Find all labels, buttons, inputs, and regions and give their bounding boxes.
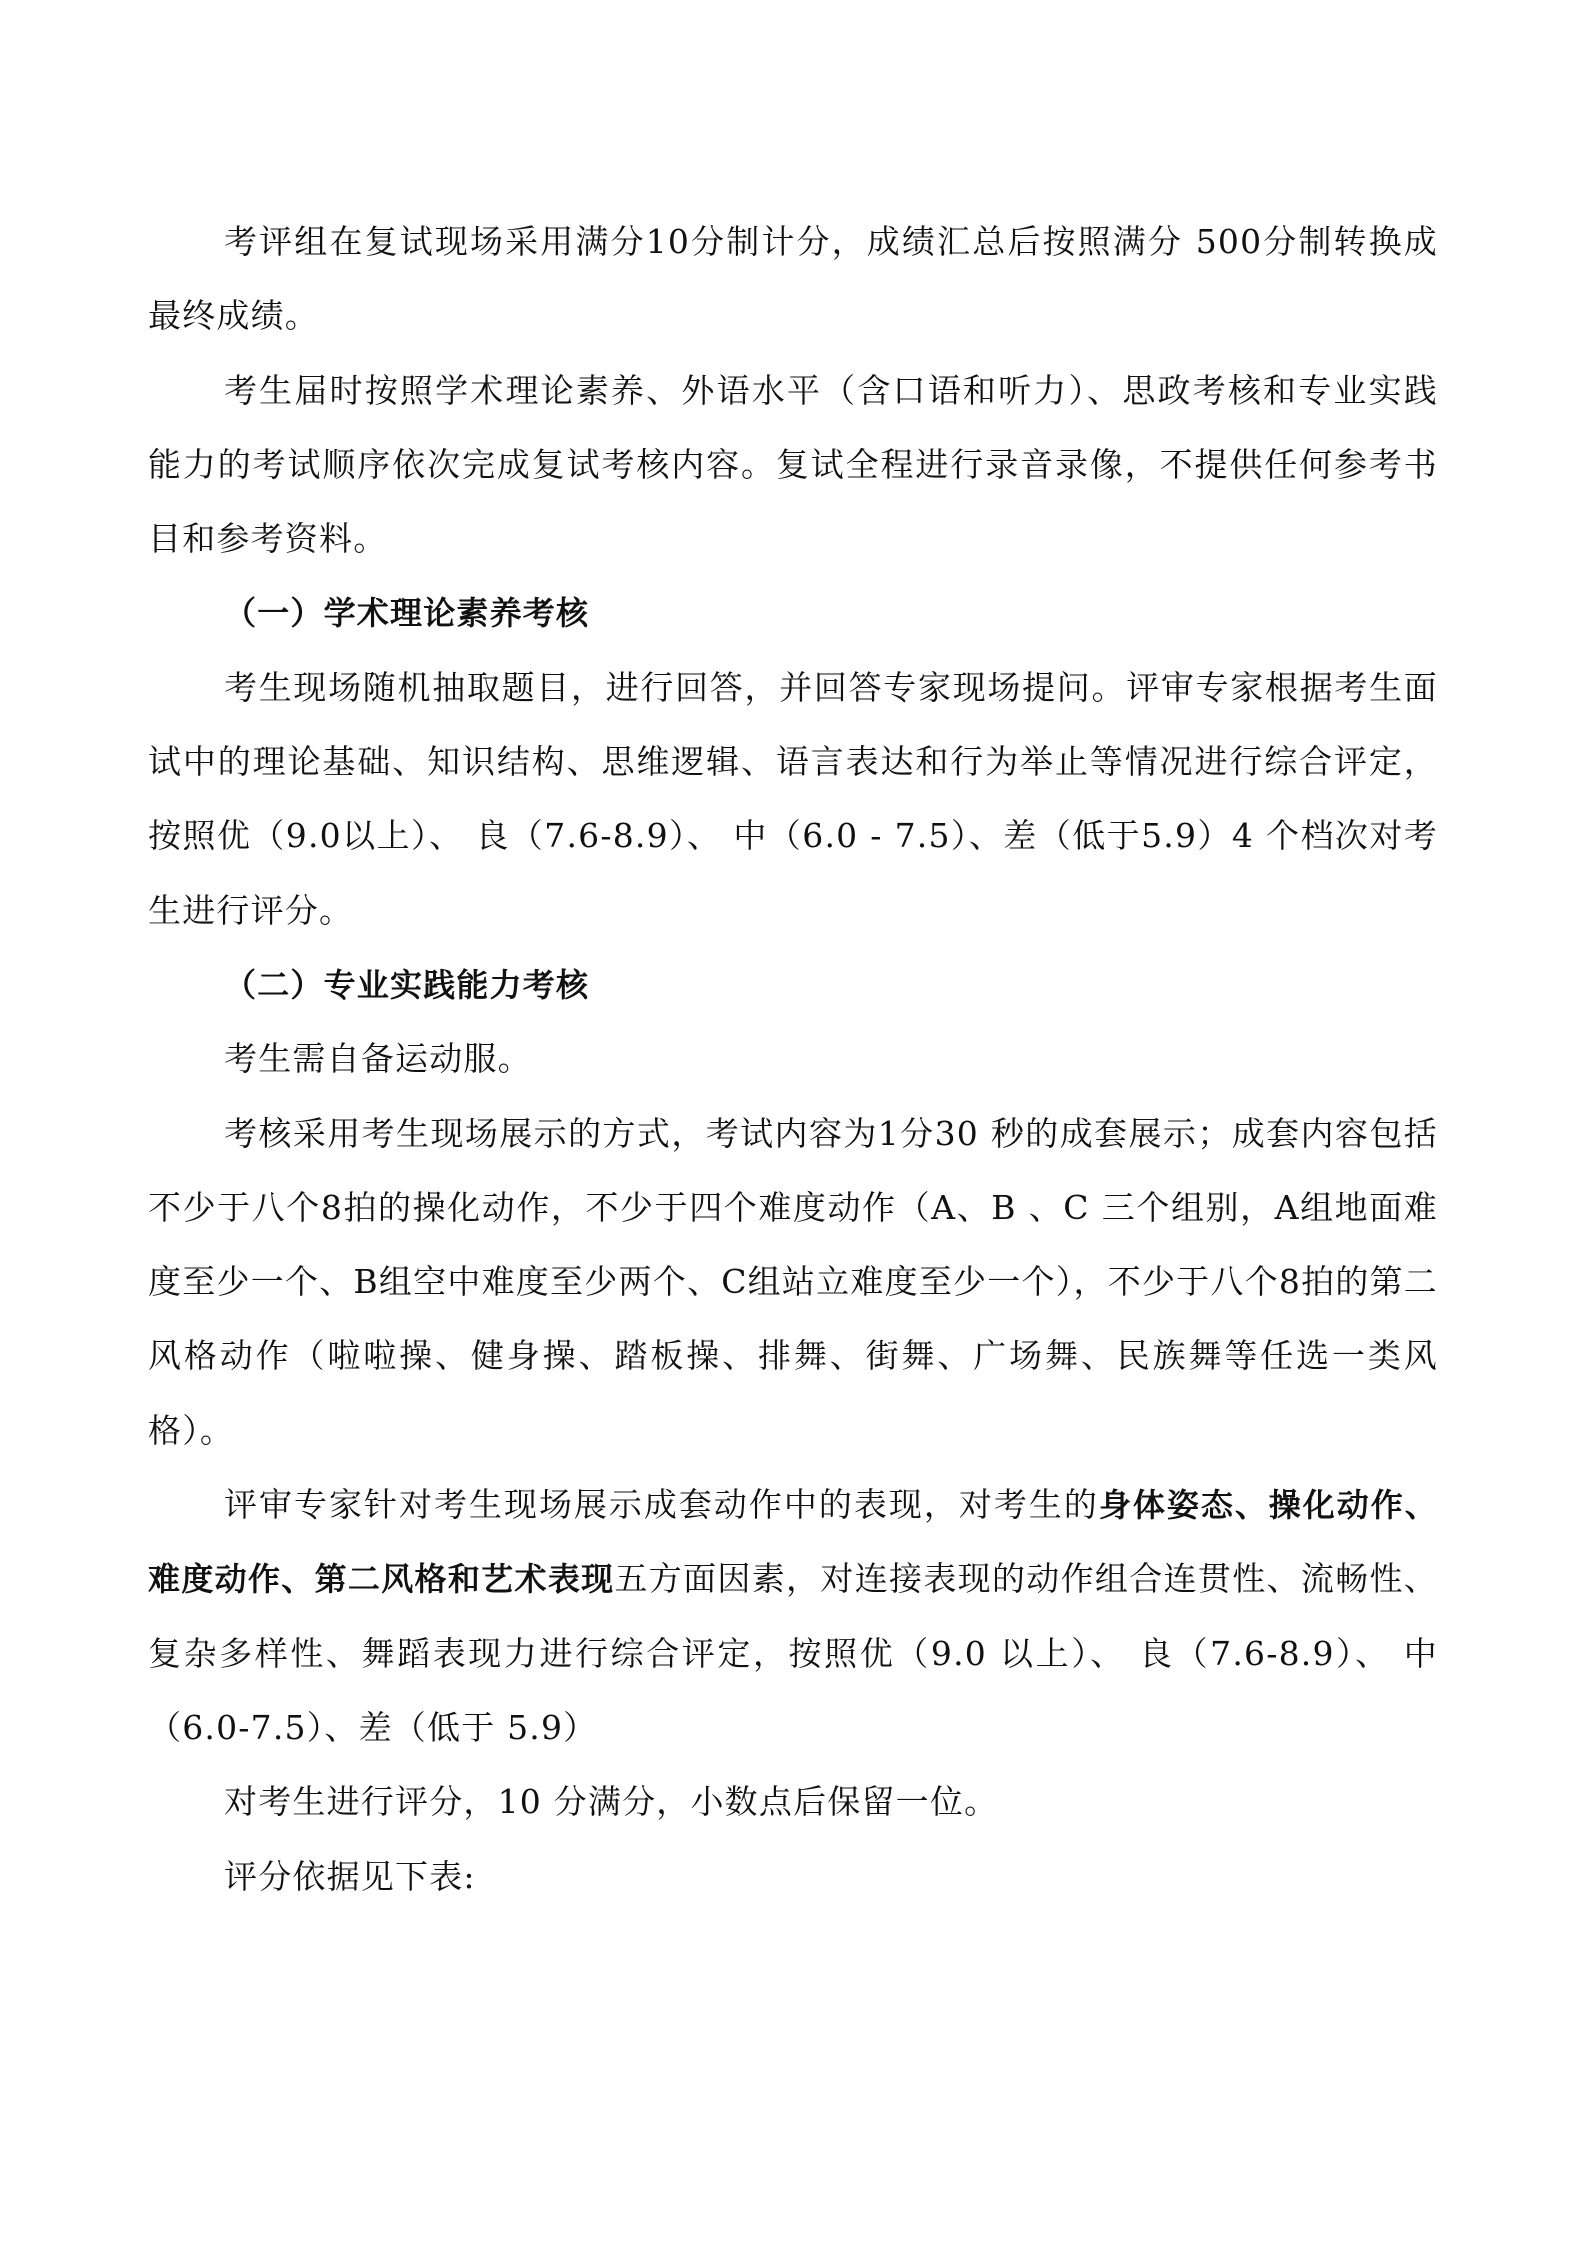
paragraph-sportswear: 考生需自备运动服。 xyxy=(224,1039,532,1079)
paragraph-evaluation-criteria xyxy=(148,1468,1438,1765)
document-body xyxy=(148,205,1438,1914)
evaluation-text-lead: 评审专家针对考生现场展示成套动作中的表现，对考生的 xyxy=(224,1485,1099,1525)
paragraph-academic-assessment: 考生现场随机抽取题目，进行回答，并回答专家现场提问。评审专家根据考生面试中的理论基础、知识结构、思维逻辑、语言表达和行为举止等情况进行综合评定，按照优（9.0以上）、 良（7.6-8.9）、 中（6.0 - 7.5）、差（低于5.9）4 个档次对考生进行评分。 xyxy=(148,667,1438,930)
evaluation-factors-bold: 身体姿态、操化动作、难度动作、第二风格和艺术表现 xyxy=(148,1486,1438,1599)
paragraph-exam-order: 考生届时按照学术理论素养、外语水平（含口语和听力）、思政考核和专业实践能力的考试顺序依次完成复试考核内容。复试全程进行录音录像，不提供任何参考书目和参考资料。 xyxy=(148,370,1438,559)
paragraph-table-reference: 评分依据见下表: xyxy=(224,1856,476,1896)
paragraph-scoring-system: 考评组在复试现场采用满分10分制计分，成绩汇总后按照满分 500分制转换成最终成绩。 xyxy=(148,222,1438,336)
section-heading-academic: （一）学术理论素养考核 xyxy=(224,594,590,633)
paragraph-routine-content: 考核采用考生现场展示的方式，考试内容为1分30 秒的成套展示；成套内容包括不少于八个8拍的操化动作，不少于四个难度动作（A、B 、C 三个组别，A组地面难度至少一个、B组空中难度至少两个、C组站立难度至少一个），不少于八个8拍的第二风格动作（啦啦操、健身操、踏板操、排舞、街舞、广场舞、民族舞等任选一类风格）。 xyxy=(148,1113,1438,1450)
section-heading-practice: （二）专业实践能力考核 xyxy=(224,965,590,1004)
evaluation-text-rest: 五方面因素，对连接表现的动作组合连贯性、流畅性、复杂多样性、舞蹈表现力进行综合评定，按照优（9.0 以上）、 良（7.6-8.9）、 中（6.0-7.5）、差（低于 5.9） xyxy=(148,1559,1438,1747)
paragraph-score-format: 对考生进行评分，10 分满分，小数点后保留一位。 xyxy=(224,1782,999,1822)
